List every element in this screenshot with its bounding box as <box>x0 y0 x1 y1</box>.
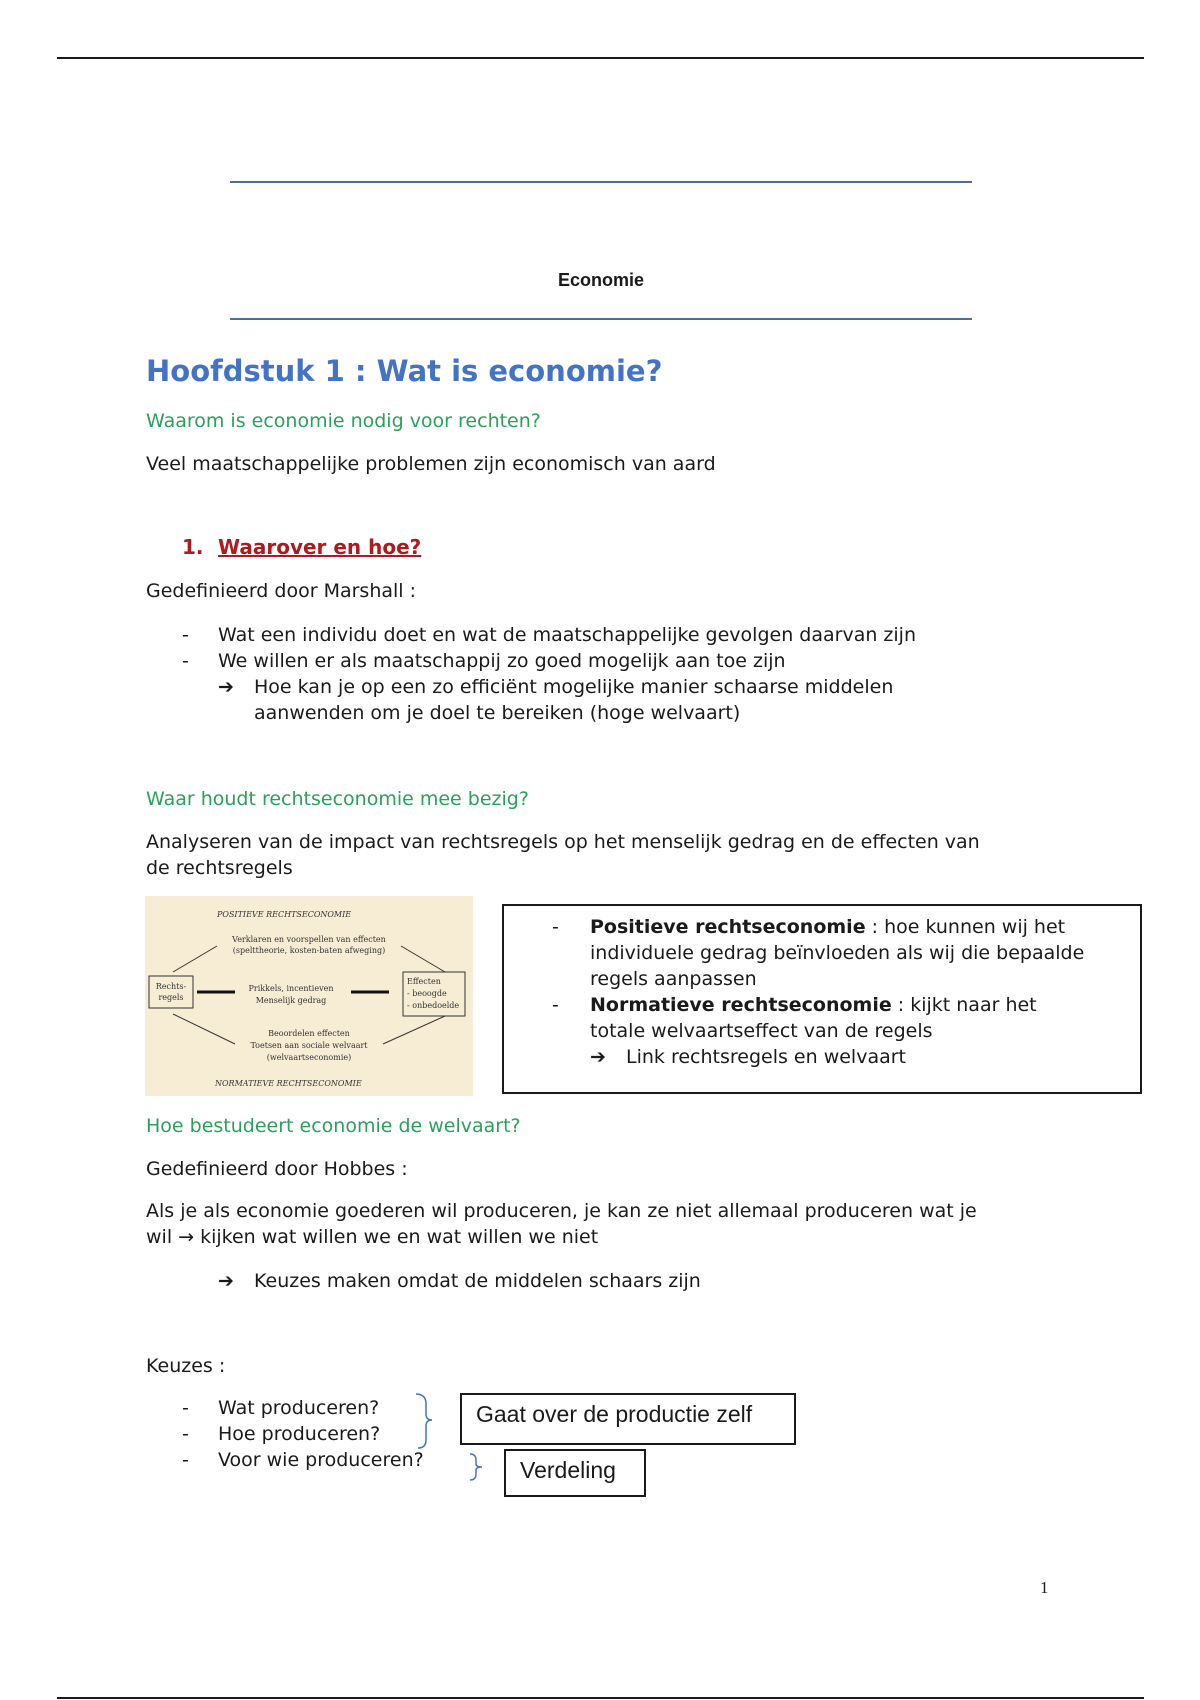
paragraph-2: Analyseren van de impact van rechtsregels op het menselijk gedrag en de effecten van de rechtsregels <box>146 831 980 879</box>
svg-text:(spelttheorie, kosten-baten af: (spelttheorie, kosten-baten afweging) <box>232 946 386 955</box>
bullet-dash: - <box>182 1397 189 1419</box>
bullet-dash: - <box>552 916 559 938</box>
verdeling-box: Verdeling <box>504 1449 646 1497</box>
svg-text:Prikkels, incentieven: Prikkels, incentieven <box>248 984 334 993</box>
chapter-heading: Hoofdstuk 1 : Wat is economie? <box>146 354 663 388</box>
hobbes-intro: Gedefinieerd door Hobbes : <box>146 1158 408 1180</box>
rechtseconomie-diagram <box>145 896 473 1096</box>
svg-text:- onbedoelde: - onbedoelde <box>407 1001 460 1010</box>
svg-text:Toetsen aan sociale welvaart: Toetsen aan sociale welvaart <box>250 1041 368 1050</box>
paragraph-3: Als je als economie goederen wil produceren, je kan ze niet allemaal produceren wat je wil → kijken wat willen we en wat willen we niet <box>146 1200 977 1248</box>
productie-box: Gaat over de productie zelf <box>460 1393 796 1445</box>
brace-icon <box>414 1392 436 1482</box>
marshall-intro: Gedefinieerd door Marshall : <box>146 580 416 602</box>
svg-text:(welvaartseconomie): (welvaartseconomie) <box>266 1053 352 1062</box>
svg-text:Rechts-: Rechts- <box>155 982 187 991</box>
arrow-icon: ➔ <box>218 1270 234 1292</box>
bottom-rule <box>57 1697 1144 1699</box>
rechtseconomie-box <box>502 904 1142 1094</box>
section-title: Waarover en hoe? <box>218 535 422 559</box>
svg-text:- beoogde: - beoogde <box>407 989 447 998</box>
marshall-list: - Wat een individu doet en wat de maatschappelijke gevolgen daarvan zijn - We willen er als maatschappij zo goed mogelijk aan toe zijn ➔ Hoe kan je op een zo efficiënt mogelijke manier schaarse middelen aanwenden om je doel te bereiken (hoge welvaart) <box>182 622 1082 726</box>
bullet-dash: - <box>552 994 559 1016</box>
question-heading-2: Waar houdt rechtseconomie mee bezig? <box>146 788 529 810</box>
arrow-icon: ➔ <box>590 1046 606 1068</box>
arrow-icon: ➔ <box>218 676 234 698</box>
term-normative: Normatieve rechtseconomie <box>590 994 892 1016</box>
section-number: 1. <box>182 535 204 559</box>
svg-text:Beoordelen effecten: Beoordelen effecten <box>268 1029 350 1038</box>
page-number: 1 <box>1040 1578 1049 1597</box>
arrow-item: ➔ Link rechtsregels en welvaart <box>590 1046 906 1068</box>
list-item: - Wat een individu doet en wat de maatschappelijke gevolgen daarvan zijn <box>182 624 916 646</box>
bullet-dash: - <box>182 1449 189 1471</box>
list-item: - Hoe produceren? <box>182 1423 381 1445</box>
term-positive: Positieve rechtseconomie <box>590 916 866 938</box>
bullet-dash: - <box>182 1423 189 1445</box>
list-item: - Normatieve rechtseconomie : kijkt naar het totale welvaartseffect van de regels <box>552 994 1037 1042</box>
title-top-line <box>230 181 972 183</box>
title-bottom-line <box>230 318 972 320</box>
paragraph-1: Veel maatschappelijke problemen zijn economisch van aard <box>146 453 716 475</box>
diagram-bottom-title: NORMATIEVE RECHTSECONOMIE <box>215 1079 362 1088</box>
bullet-dash: - <box>182 624 189 646</box>
section-heading <box>182 535 421 559</box>
top-rule <box>57 57 1144 59</box>
svg-text:regels: regels <box>158 993 184 1002</box>
diagram-top-title: POSITIEVE RECHTSECONOMIE <box>217 910 352 919</box>
brace-icon <box>468 1452 488 1482</box>
list-item: - Positieve rechtseconomie : hoe kunnen wij het individuele gedrag beïnvloeden als wij die bepaalde regels aanpassen <box>552 916 1085 990</box>
keuzes-label: Keuzes : <box>146 1355 226 1377</box>
svg-text:Menselijk gedrag: Menselijk gedrag <box>255 996 327 1005</box>
arrow-item: ➔ Hoe kan je op een zo efficiënt mogelijke manier schaarse middelen <box>218 676 894 698</box>
document-title: Economie <box>557 270 645 290</box>
arrow-item: ➔ Keuzes maken omdat de middelen schaars zijn <box>218 1270 701 1292</box>
keuzes-list <box>182 1395 424 1473</box>
list-item: - Voor wie produceren? <box>182 1449 424 1471</box>
question-heading-1: Waarom is economie nodig voor rechten? <box>146 410 541 432</box>
svg-text:Effecten: Effecten <box>407 977 441 986</box>
list-item: - Wat produceren? <box>182 1397 380 1419</box>
svg-text:Verklaren en voorspellen van e: Verklaren en voorspellen van effecten <box>232 935 386 944</box>
bullet-dash: - <box>182 650 189 672</box>
list-item: - We willen er als maatschappij zo goed mogelijk aan toe zijn <box>182 650 786 672</box>
question-heading-3: Hoe bestudeert economie de welvaart? <box>146 1115 521 1137</box>
